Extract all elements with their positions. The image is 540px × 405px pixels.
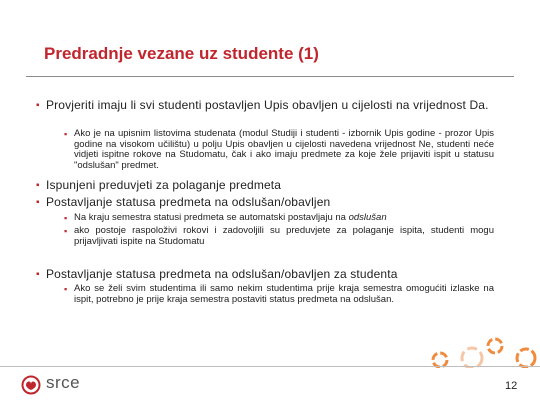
sub-bullet-marker: ▪	[64, 213, 68, 223]
bullet-3-sub-1-text: Na kraju semestra statusi predmeta se automatski postavljaju na	[74, 212, 349, 223]
bullet-3-sub-1-italic: odslušan	[348, 212, 387, 223]
bullet-4-text: Postavljanje statusa predmeta na odslušan/obavljen za studenta	[46, 267, 398, 281]
decorative-circles	[430, 318, 540, 368]
bullet-1-sub-1	[64, 128, 494, 171]
page-number: 12	[505, 380, 518, 392]
bullet-4-sub-1-text: Ako se želi svim studentima ili samo nekim studentima prije kraja semestra omogućiti izlaske na ispit, potrebno je prije kraja semestra postaviti status predmeta na odslušan.	[74, 283, 494, 305]
bullet-3	[36, 195, 506, 209]
bullet-1-sub-1-text: Ako je na upisnim listovima studenata (modul Studiji i studenti - izbornik Upis godine - prozor Upis godine na visokom učilištu) u polju Upis obavljen u cijelosti navedena vrijednost Ne, studenti neće vidjeti ispitne rokove na Studomatu, čak i ako imaju predmete za koje žele prijaviti ispit u statusu "odslušan" predmet.	[74, 128, 494, 171]
decor-ring-1-icon	[433, 353, 447, 367]
decor-ring-2-icon	[462, 348, 482, 368]
bullet-3-sub-1	[64, 212, 494, 224]
srce-logo	[20, 374, 110, 396]
bullet-2-text: Ispunjeni preduvjeti za polaganje predmeta	[46, 178, 282, 192]
decor-ring-4-icon	[517, 349, 535, 367]
srce-logo-icon	[20, 375, 42, 395]
bullet-1	[36, 98, 506, 112]
bullet-4	[36, 267, 506, 281]
bullet-3-sub-2	[64, 225, 494, 247]
slide-title: Predradnje vezane uz studente (1)	[44, 44, 319, 63]
footer-divider	[0, 366, 540, 367]
bullet-marker: ▪	[36, 197, 40, 208]
decor-ring-3-icon	[488, 339, 502, 353]
bullet-marker: ▪	[36, 100, 40, 111]
bullet-marker: ▪	[36, 269, 40, 280]
title-divider	[26, 76, 514, 77]
bullet-marker: ▪	[36, 180, 40, 191]
bullet-3-sub-2-text: ako postoje raspoloživi rokovi i zadovoljili su preduvjete za polaganje ispita, studenti mogu prijavljivati ispite na Studomatu	[74, 225, 494, 247]
bullet-2	[36, 178, 506, 192]
bullet-4-sub-1	[64, 283, 494, 305]
srce-logo-text: srce	[46, 373, 81, 392]
bullet-1-text: Provjeriti imaju li svi studenti postavljen Upis obavljen u cijelosti na vrijednost Da.	[46, 98, 489, 112]
sub-bullet-marker: ▪	[64, 129, 68, 139]
sub-bullet-marker: ▪	[64, 226, 68, 236]
bullet-3-text: Postavljanje statusa predmeta na odslušan/obavljen	[46, 195, 331, 209]
sub-bullet-marker: ▪	[64, 284, 68, 294]
